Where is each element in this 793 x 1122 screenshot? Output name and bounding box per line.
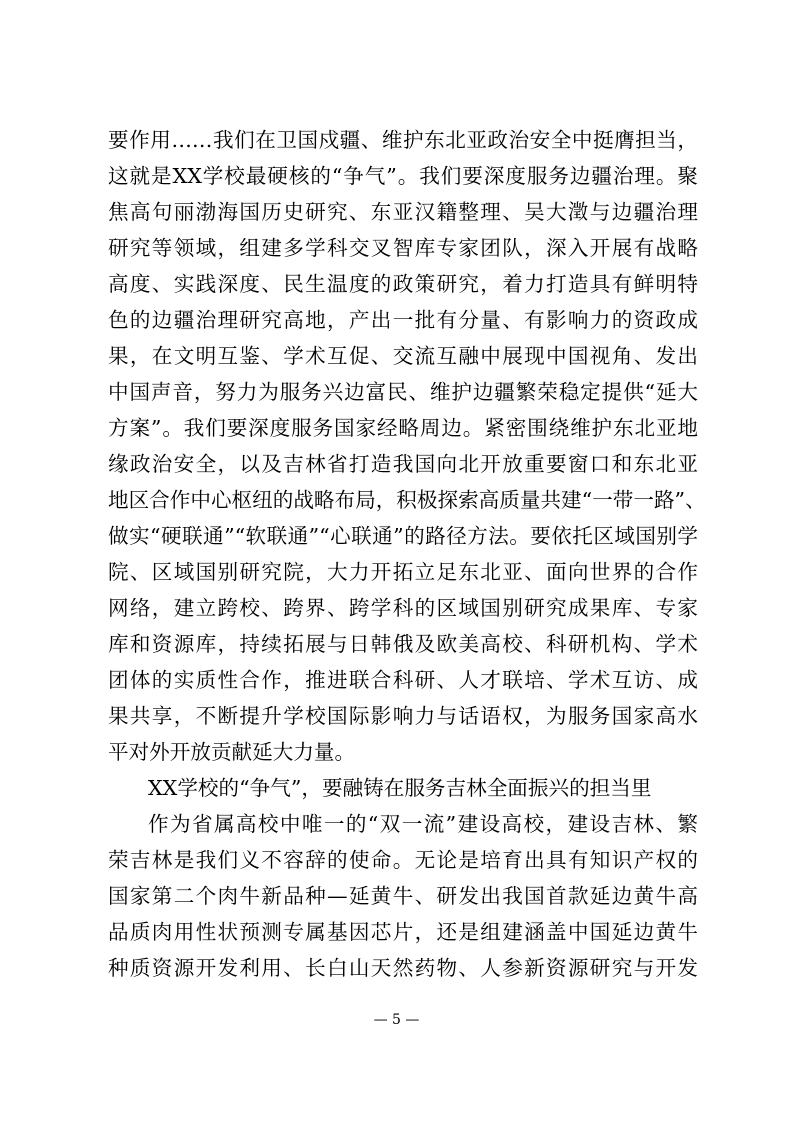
body-text-line: 做实“硬联通”“软联通”“心联通”的路径方法。要依托区域国别学 — [108, 524, 698, 548]
body-text-line: 果，在文明互鉴、学术互促、交流互融中展现中国视角、发出 — [108, 344, 698, 368]
body-text-line: 缘政治安全，以及吉林省打造我国向北开放重要窗口和东北亚 — [108, 452, 698, 476]
body-text-line: 高度、实践深度、民生温度的政策研究，着力打造具有鲜明特 — [108, 272, 698, 296]
body-text-line: 团体的实质性合作，推进联合科研、人才联培、学术互访、成 — [108, 668, 698, 692]
body-text-line: 这就是XX学校最硬核的“争气”。我们要深度服务边疆治理。聚 — [108, 164, 698, 188]
body-text-line: 要作用……我们在卫国戍疆、维护东北亚政治安全中挺膺担当， — [108, 128, 698, 152]
section-heading: XX学校的“争气”，要融铸在服务吉林全面振兴的担当里 — [148, 776, 652, 800]
body-text-line: 荣吉林是我们义不容辞的使命。无论是培育出具有知识产权的 — [108, 848, 698, 872]
body-text-line: 地区合作中心枢纽的战略布局，积极探索高质量共建“一带一路”、 — [108, 488, 706, 512]
body-text-line: 平对外开放贡献延大力量。 — [108, 740, 356, 764]
body-text-line: 方案”。我们要深度服务国家经略周边。紧密围绕维护东北亚地 — [108, 416, 698, 440]
body-text-line: 种质资源开发利用、长白山天然药物、人参新资源研究与开发 — [108, 956, 698, 980]
page-number: — 5 — — [373, 1012, 420, 1028]
body-text-line: 中国声音，努力为服务兴边富民、维护边疆繁荣稳定提供“延大 — [108, 380, 698, 404]
body-text-line: 库和资源库，持续拓展与日韩俄及欧美高校、科研机构、学术 — [108, 632, 698, 656]
body-text-line: 果共享，不断提升学校国际影响力与话语权，为服务国家高水 — [108, 704, 698, 728]
body-text-line: 研究等领域，组建多学科交叉智库专家团队，深入开展有战略 — [108, 236, 698, 260]
body-text-line: 网络，建立跨校、跨界、跨学科的区域国别研究成果库、专家 — [108, 596, 698, 620]
body-text-line: 作为省属高校中唯一的“双一流”建设高校，建设吉林、繁 — [148, 812, 698, 836]
body-text-line: 品质肉用性状预测专属基因芯片，还是组建涵盖中国延边黄牛 — [108, 920, 698, 944]
body-text-line: 色的边疆治理研究高地，产出一批有分量、有影响力的资政成 — [108, 308, 698, 332]
body-text-line: 院、区域国别研究院，大力开拓立足东北亚、面向世界的合作 — [108, 560, 698, 584]
body-text-line: 国家第二个肉牛新品种—延黄牛、研发出我国首款延边黄牛高 — [108, 884, 698, 908]
body-text-line: 焦高句丽渤海国历史研究、东亚汉籍整理、吴大澂与边疆治理 — [108, 200, 698, 224]
